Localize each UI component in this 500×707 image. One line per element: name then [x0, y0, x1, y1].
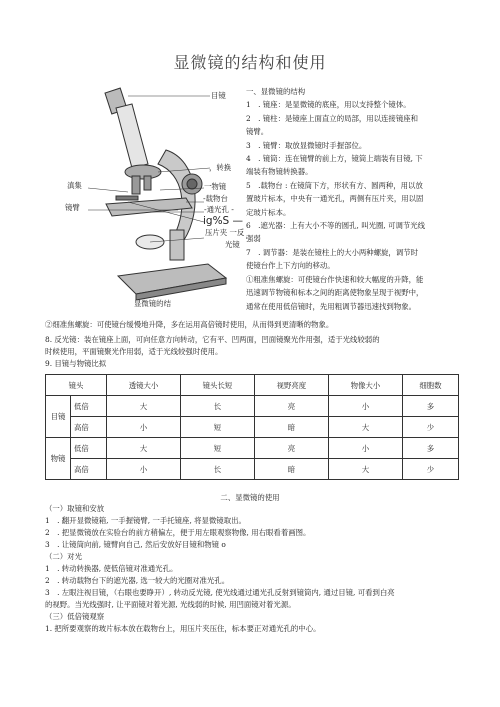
label-converter: ，转换: [209, 163, 232, 172]
table-cell: 大: [328, 459, 402, 480]
table-cell: 小: [107, 417, 181, 438]
table-header-cell: 镜头长短: [180, 375, 254, 396]
table-row: [46, 396, 459, 417]
item-coarse-line-2: 迅速调节物镜和标本之间的距离使物象呈现于视野中，: [246, 288, 424, 298]
table-cell: 大: [107, 396, 181, 417]
table-cell: 暗: [254, 459, 328, 480]
structure-section: [246, 85, 458, 313]
fine-focus-line: ②细准焦螺旋：可使镜台缓慢地升降，多在运用高倍镜时使用，从而得到更清晰的物象。: [45, 320, 334, 329]
item-5-line-3: 定玻片标本。: [246, 207, 291, 217]
table-header-cell: 透镜大小: [107, 375, 181, 396]
page-title: 显微镜的结构和使用: [173, 53, 327, 72]
sub1-line-1: 1 . 翻开显微镜箱, 一手握镜臂, 一手托镜座, 将显微镜取出。: [45, 516, 246, 525]
sub2-heading: （二）对光: [45, 552, 82, 561]
item-7-line-2: 使镜台作上下方向的移动。: [246, 261, 335, 271]
sub2-line-4: 的视野。当光线强时, 让平面镜对着光源, 光线弱的时候, 用凹面镜对着光源。: [45, 600, 296, 609]
table-cell: 亮: [254, 438, 328, 459]
table-cell: 长: [180, 459, 254, 480]
item-coarse-line-3: 通常在使用低倍镜时，先用粗调节器迅速找到物象。: [246, 301, 416, 311]
table-cell: 多: [402, 396, 458, 417]
label-noise: ig%S —: [203, 215, 244, 227]
sub2-line-1: 1 . 转动转换器, 使低倍镜对准通光孔。: [45, 564, 178, 573]
label-coarse: 滇集: [67, 181, 82, 190]
item-9-line: 9. 目镜与物镜比拟: [45, 359, 107, 368]
table-header-cell: 视野亮度: [254, 375, 328, 396]
table-cell: 暗: [254, 417, 328, 438]
sub3-line-b: 标本要正对通光孔的中心。: [231, 624, 321, 633]
item-6-line-2: 强弱: [246, 234, 261, 244]
item-3-line-1: 3 . 镜臂：取放显微镜时手握部位。: [246, 140, 367, 150]
label-arm: 镜臂: [65, 203, 80, 212]
mirror-paragraph: [45, 334, 465, 370]
item-4-line-1: 4 . 镜筒：连在镜臂的前上方，镜筒上端装有目镜, 下: [246, 154, 423, 164]
section2-heading: 二、显微镜的使用: [220, 493, 280, 502]
item-2-line-2: 镜臂。: [246, 127, 269, 137]
item-8-line-2: 时候使用，平面镜聚光作用弱，适于光线较强时使用。: [45, 347, 223, 356]
label-clip: 压片夹 一反: [205, 228, 245, 237]
sub2-line-3: 3 . 左眼注视目镜，（右眼也要睁开）, 转动反光镜, 使光线通过通光孔反射到镜筒内, 通过目镜, 可看到白亮: [45, 588, 395, 597]
table-group-cell: 目镜: [46, 396, 71, 438]
table-cell: 大: [107, 438, 181, 459]
item-coarse-line-1: ①粗准焦螺旋：可使镜台作快速和较大幅度的升降，能: [246, 274, 424, 284]
table-cell: 大: [328, 417, 402, 438]
table-cell: 小: [328, 396, 402, 417]
table-header-cell: 细胞数: [402, 375, 458, 396]
item-4-line-2: 端装有物镜转换器。: [246, 167, 313, 177]
table-header-cell: 镜头: [46, 375, 107, 396]
sub1-heading: （一）取镜和安放: [45, 504, 105, 513]
label-aperture: -通光孔 -: [204, 205, 234, 214]
item-5-line-1: 5 .载物台 : 在镜筒下方，形状有方、圆两种，用以放: [246, 180, 423, 190]
microscope-diagram: [88, 80, 248, 305]
label-mirror: 光镜: [225, 240, 240, 249]
fine-focus-paragraph: [45, 319, 465, 331]
label-objective: 一物镜: [204, 182, 227, 191]
sub3-heading: （三）低倍镜观察: [45, 612, 105, 621]
table-group-cell: 物镜: [46, 438, 71, 480]
table-cell: 长: [180, 396, 254, 417]
table-cell: 小: [107, 459, 181, 480]
sub3-line: [45, 623, 465, 635]
item-6-line-1: 6 .遮光器：上有大小不等的圆孔, 叫光圈, 可调节光线: [246, 221, 426, 231]
table-header-cell: 物像大小: [328, 375, 402, 396]
table-row: [46, 438, 459, 459]
table-cell: 多: [402, 438, 458, 459]
table-header-row: [46, 375, 459, 396]
diagram-caption: 显微镜的结: [134, 299, 171, 308]
table-cell: 短: [180, 438, 254, 459]
table-cell: 小: [328, 438, 402, 459]
item-2-line-1: 2 . 镜柱：是镜座上面直立的局部，用以连接镜座和: [246, 113, 418, 123]
label-eyepiece: 目镜: [211, 91, 226, 100]
table-row: [46, 417, 459, 438]
item-1-line-1: 1 . 镜座：是显微镜的底座，用以支持整个镜体。: [246, 100, 411, 110]
usage-section: [45, 503, 465, 635]
table-cell: 亮: [254, 396, 328, 417]
item-7-line-1: 7 . 调节器：是装在镜柱上的大小两种螺旋，调节时: [246, 247, 418, 257]
table-cell: 低倍: [71, 396, 107, 417]
sub1-line-2: 2 . 把显微镜放在实验台的前方稍偏左，便于用左眼观察物像, 用右眼看着画图。: [45, 528, 311, 537]
table-cell: 少: [402, 459, 458, 480]
table-cell: 短: [180, 417, 254, 438]
table-cell: 低倍: [71, 438, 107, 459]
label-stage: -载物台: [203, 194, 228, 203]
sub2-line-2: 2 . 转动载物台下的遮光器, 选一较大的光圈对准光孔。: [45, 576, 230, 585]
sub1-line-3: 3 . 让镜筒向前, 镜臂向自己, 然后安放好目镜和物镜 o: [45, 540, 226, 549]
lens-comparison-table: [45, 374, 459, 480]
table-cell: 少: [402, 417, 458, 438]
sub3-line-a: 1. 把所要观察的玻片标本放在载物台上，用压片夹压住，: [45, 624, 232, 633]
table-cell: 高倍: [71, 459, 107, 480]
item-5-line-2: 置玻片标本，中央有一通光孔，两侧有压片夹，用以固: [246, 194, 424, 204]
table-cell: 高倍: [71, 417, 107, 438]
section1-heading: 一、显微镜的结构: [246, 87, 306, 96]
table-row: [46, 459, 459, 480]
item-8-line-1: 8. 反光镜：装在镜座上面，可向任意方向转动，它有平、凹两面，凹面镜聚光作用强，适于光线较弱的: [45, 335, 380, 344]
